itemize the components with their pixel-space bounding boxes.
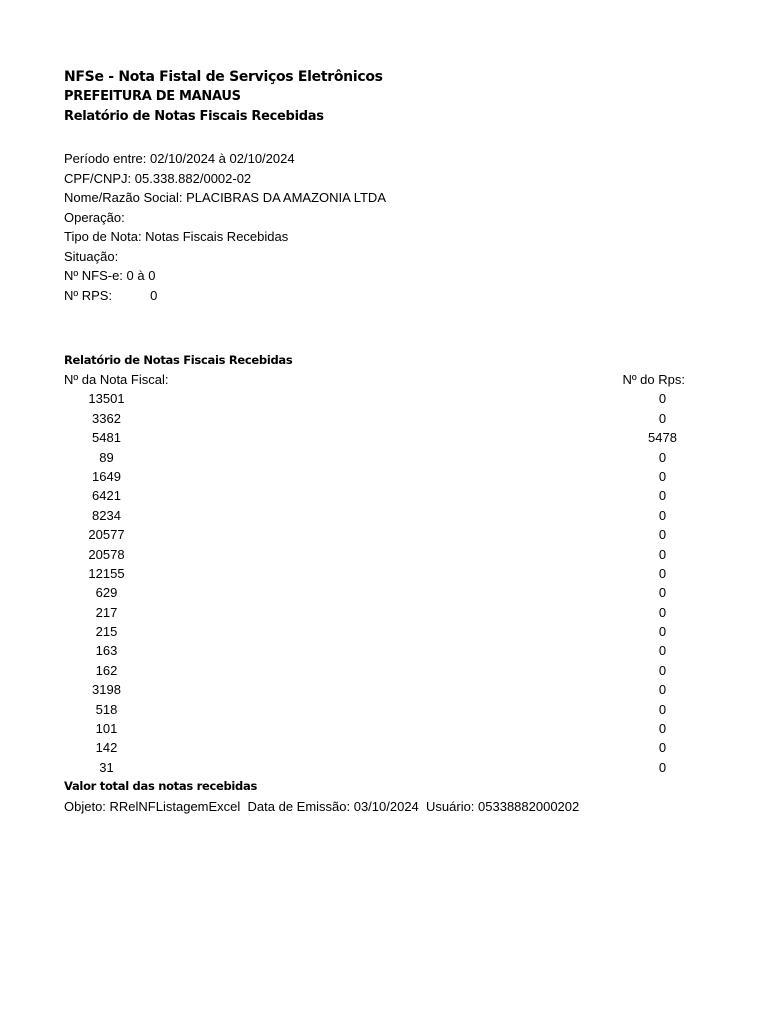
nota-fiscal-number: 162 xyxy=(95,662,118,678)
report-name: Relatório de Notas Fiscais Recebidas xyxy=(64,109,324,124)
rps-number: 0 xyxy=(658,468,667,484)
column-header-rps: Nº do Rps: xyxy=(622,372,685,387)
rps-number: 0 xyxy=(658,740,667,756)
nfse-line: Nº NFS-e: 0 à 0 xyxy=(64,268,156,283)
periodo-line: Período entre: 02/10/2024 à 02/10/2024 xyxy=(64,151,295,166)
rps-number: 0 xyxy=(658,391,667,407)
rps-number: 0 xyxy=(658,604,667,620)
nota-fiscal-number: 217 xyxy=(95,604,118,620)
municipality-name: PREFEITURA DE MANAUS xyxy=(64,89,241,104)
cpf-cnpj-line: CPF/CNPJ: 05.338.882/0002-02 xyxy=(64,170,252,186)
nome-line: Nome/Razão Social: PLACIBRAS DA AMAZONIA LTDA xyxy=(64,190,386,205)
document-title: NFSe - Nota Fistal de Serviços Eletrônicos xyxy=(64,69,383,85)
nota-fiscal-number: 163 xyxy=(95,643,118,659)
report-page xyxy=(64,67,704,816)
table-row xyxy=(64,389,704,408)
rps-number: 0 xyxy=(658,624,667,640)
nota-fiscal-number: 5481 xyxy=(92,430,121,446)
rps-number: 0 xyxy=(658,585,667,601)
table-row xyxy=(64,603,704,622)
nota-fiscal-number: 13501 xyxy=(88,391,125,407)
nota-fiscal-number: 8234 xyxy=(92,507,121,523)
table-row xyxy=(64,525,704,544)
table-row xyxy=(64,661,704,680)
rps-number: 0 xyxy=(658,701,667,717)
table-row xyxy=(64,758,704,777)
table-row xyxy=(64,700,704,719)
rps-label: Nº RPS: xyxy=(64,287,113,303)
table-row xyxy=(64,448,704,467)
filter-info xyxy=(64,149,704,305)
tipo-nota-line: Tipo de Nota: Notas Fiscais Recebidas xyxy=(64,229,289,244)
rps-number: 0 xyxy=(658,546,667,562)
rps-number: 0 xyxy=(658,721,667,737)
table-row xyxy=(64,680,704,699)
nota-fiscal-number: 518 xyxy=(95,701,118,717)
nota-fiscal-number: 12155 xyxy=(88,565,125,581)
nota-fiscal-number: 89 xyxy=(99,449,114,465)
rps-number: 0 xyxy=(658,662,667,678)
table-row xyxy=(64,545,704,564)
nota-fiscal-number: 1649 xyxy=(92,468,121,484)
nota-fiscal-number: 6421 xyxy=(92,488,121,504)
table-row xyxy=(64,428,704,447)
table-row xyxy=(64,506,704,525)
rps-number: 0 xyxy=(658,488,667,504)
footer-info: Objeto: RRelNFListagemExcel Data de Emissão: 03/10/2024 Usuário: 05338882000202 xyxy=(64,798,580,814)
table-row xyxy=(64,641,704,660)
nota-fiscal-number: 20578 xyxy=(88,546,125,562)
rps-number: 0 xyxy=(658,410,667,426)
table-row xyxy=(64,738,704,757)
nota-fiscal-number: 101 xyxy=(95,721,118,737)
rps-number: 0 xyxy=(658,643,667,659)
nota-fiscal-number: 629 xyxy=(95,585,118,601)
table-body xyxy=(64,389,704,777)
rps-number: 5478 xyxy=(648,430,677,446)
nota-fiscal-number: 20577 xyxy=(88,527,125,543)
table-row xyxy=(64,719,704,738)
nota-fiscal-number: 142 xyxy=(95,740,118,756)
rps-number: 0 xyxy=(658,507,667,523)
nota-fiscal-number: 215 xyxy=(95,624,118,640)
rps-number: 0 xyxy=(658,682,667,698)
table-row xyxy=(64,467,704,486)
nota-fiscal-number: 3198 xyxy=(92,682,121,698)
rps-line xyxy=(64,286,704,306)
table-header-row xyxy=(64,370,704,389)
column-header-nota: Nº da Nota Fiscal: xyxy=(64,372,169,387)
section-title: Relatório de Notas Fiscais Recebidas xyxy=(64,353,293,367)
table-row xyxy=(64,622,704,641)
table-row xyxy=(64,486,704,505)
table-row xyxy=(64,409,704,428)
notes-table xyxy=(64,370,704,797)
rps-number: 0 xyxy=(658,565,667,581)
total-label: Valor total das notas recebidas xyxy=(64,779,257,794)
operacao-line: Operação: xyxy=(64,209,125,225)
rps-number: 0 xyxy=(658,527,667,543)
table-row xyxy=(64,564,704,583)
situacao-line: Situação: xyxy=(64,248,119,264)
nota-fiscal-number: 3362 xyxy=(92,410,121,426)
nota-fiscal-number: 31 xyxy=(99,759,114,775)
rps-number: 0 xyxy=(658,759,667,775)
rps-value: 0 xyxy=(150,287,158,303)
rps-number: 0 xyxy=(658,449,667,465)
table-row xyxy=(64,583,704,602)
